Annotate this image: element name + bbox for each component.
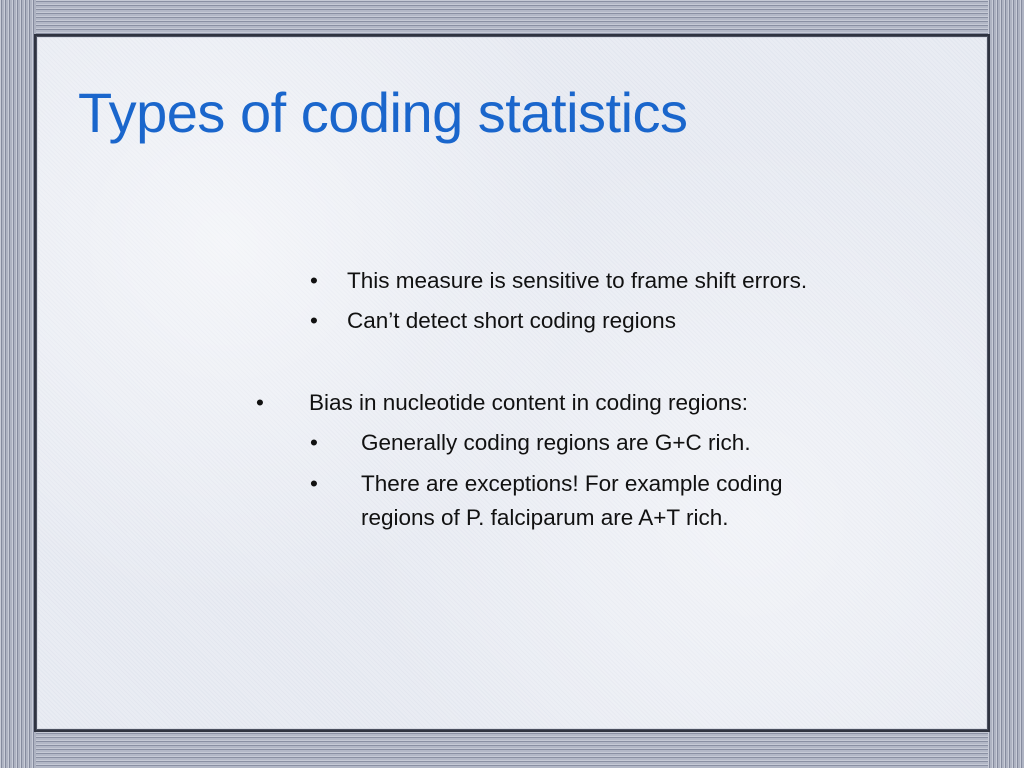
bullet-text: Generally coding regions are G+C rich. <box>361 430 751 455</box>
bullet-symbol: • <box>256 390 264 415</box>
slide-title: Types of coding statistics <box>78 81 688 144</box>
bullet-text: Bias in nucleotide content in coding regions: <box>309 390 749 415</box>
bullet-text: There are exceptions! For example coding <box>361 471 783 496</box>
slide <box>36 36 988 730</box>
slide-body <box>36 36 988 730</box>
bullet-text: Can’t detect short coding regions <box>347 308 676 333</box>
bullet-symbol: • <box>310 308 318 333</box>
bullet-symbol: • <box>310 430 318 455</box>
frame-right-rail <box>988 0 1024 768</box>
frame-left-rail <box>0 0 36 768</box>
bullet-text-continuation: regions of P. falciparum are A+T rich. <box>361 505 729 530</box>
bullet-symbol: • <box>310 268 318 293</box>
bullet-text: This measure is sensitive to frame shift errors. <box>347 268 808 293</box>
bullet-symbol: • <box>310 471 318 496</box>
